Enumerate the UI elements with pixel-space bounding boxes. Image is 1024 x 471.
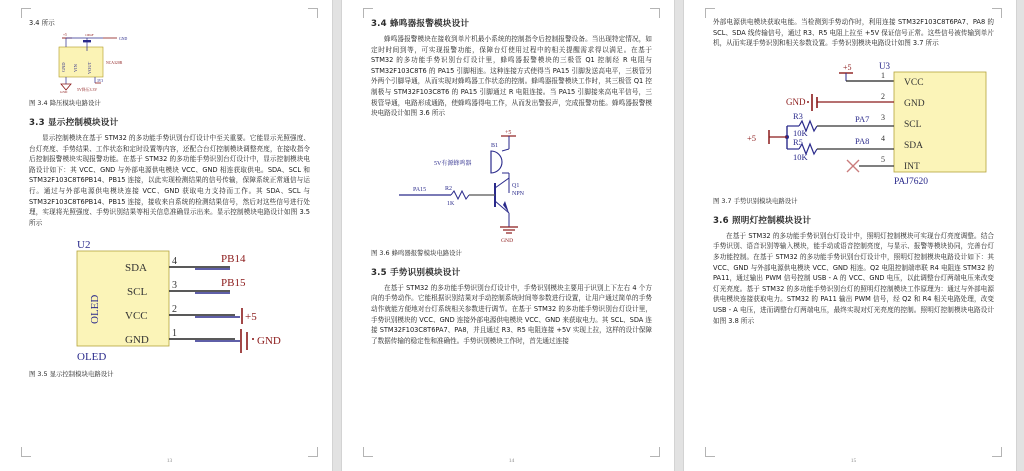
svg-text:+5: +5: [747, 132, 757, 143]
svg-text:GND: GND: [60, 90, 68, 93]
crop-mark-top-left: [363, 8, 373, 18]
section-heading-3-6: 3.6 照明灯控制模块设计: [713, 215, 812, 226]
svg-text:U3: U3: [879, 60, 890, 71]
svg-text:B1: B1: [491, 142, 499, 149]
figure-oled-display-circuit: [35, 236, 310, 364]
crop-mark-bottom-right: [308, 447, 318, 457]
section-heading-3-4: 3.4 蜂鸣器报警模块设计: [371, 19, 470, 29]
figure-buzzer-alarm-circuit: [399, 125, 652, 243]
svg-text:U2: U2: [77, 239, 91, 252]
svg-text:3V3: 3V3: [97, 79, 104, 83]
svg-text:3: 3: [172, 280, 177, 292]
svg-text:1K: 1K: [447, 200, 455, 207]
svg-text:OLED: OLED: [77, 351, 107, 364]
svg-text:2: 2: [881, 91, 885, 101]
figure-buck-converter-circuit: [43, 31, 310, 93]
document-page[interactable]: [342, 0, 674, 471]
crop-mark-bottom-left: [363, 447, 373, 457]
body-paragraph: 在基于 STM32 的多功能手势识别台灯设计中，手势识别模块主要用于识别上下左右 4 个方向的手势动作。它能根据识别结果对手动控制系统时间等参数进行设置，让用户通过简单的手势动作就能方便地对台灯系统相关参数进行调节。在基于 STM32 的多功能手势识别台灯设计里，手势识别模块的 VCC、GND 连接外部电源供电模块 VCC、GND 来获取电力。其 SCL、SDA 连接 STM32F103C8T6PA7、PA8，并且通过 R3、R5 电阻连接 +5V 实现上拉，这样的设计保障了数据传输的稳定性和准确性。手势识别模块工作时，首先通过连接: [371, 283, 652, 345]
svg-text:SDA: SDA: [125, 262, 148, 275]
svg-text:5: 5: [881, 154, 885, 164]
svg-text:VCC: VCC: [125, 310, 148, 323]
crop-mark-bottom-right: [992, 447, 1002, 457]
svg-text:VCC: VCC: [904, 77, 924, 88]
body-paragraph: 外部电源供电模块获取电能。当检测到手势动作时，利用连接 STM32F103C8T6PA7、PA8 的 SCL、SDA 线传输信号，通过 R3、R5 电阻上拉至 +5V 保证信号正常。这些信号被传输到单片机，从而实现手势识别和相关参数设置。手势识别模块电路设计如图 3.7 所示: [713, 18, 994, 48]
svg-text:PAJ7620: PAJ7620: [894, 176, 928, 187]
svg-text:PA8: PA8: [855, 135, 870, 146]
svg-text:SCL: SCL: [127, 286, 148, 299]
svg-text:VOUT: VOUT: [87, 61, 92, 74]
crop-mark-top-left: [705, 8, 715, 18]
svg-text:4: 4: [881, 133, 885, 143]
svg-text:R5: R5: [793, 136, 803, 147]
svg-text:SDA: SDA: [904, 140, 924, 151]
svg-text:R3: R3: [793, 110, 803, 121]
svg-text:4: 4: [172, 256, 177, 268]
svg-text:+5: +5: [505, 129, 512, 136]
crop-mark-bottom-right: [650, 447, 660, 457]
svg-text:+5: +5: [63, 33, 67, 37]
svg-text:5V降压3.3V: 5V降压3.3V: [77, 88, 98, 92]
body-paragraph: 在基于 STM32 的多功能手势识别台灯设计中，照明灯控制模块可实现台灯亮度调整。结合手势识别、语音识别等输入模块，能手动或语音控制亮度，与显示、报警等模块协同，完善台灯多功能控制。在基于 STM32 的多功能手势识别台灯设计中，照明灯控制模块电路设计如下：其 VCC、GND 与外部电源供电模块 VCC、GND 相连。Q2 电阻控制端串联 R4 电阻连 STM32 的 PA11，通过输出 PWM 信号控制 USB - A 的 VCC、GND 电压，以此调整台灯两端电压来改变灯光亮度。基于 STM32 的多功能手势识别台灯的照明灯控制模块工作原理为：通过与外部电源供电模块连接获取电力。STM32 的 PA11 输出 PWM 信号，经 Q2 和 R4 相关电路处理，改变 USB - A 电压，进而调整台灯两端电压，最终实现对灯光亮度的控制。照明灯控制模块电路设计如图 3.8 所示: [713, 231, 994, 325]
svg-text:Q1: Q1: [512, 182, 520, 189]
svg-text:10K: 10K: [793, 127, 808, 138]
svg-text:+5: +5: [245, 311, 257, 324]
crop-mark-top-right: [308, 8, 318, 18]
svg-text:100nF: 100nF: [85, 33, 94, 37]
body-paragraph: 蜂鸣器报警模块在接收到单片机最小系统的控制指令后控制报警设备。当出现特定情况，如定时时间到等，可实现报警功能，保障台灯使用过程中的相关提醒需求得以满足。在基于 STM32 的多功能手势识别台灯设计里，蜂鸣器报警模块的三极管 Q1 控制经 R 电阻与 STM32F103C8T6 的 PA15 引脚相连。这种连接方式使得当 PA15 引脚发送高电平，三极管另外两个引脚导通，从而实现对蜂鸣器工作状态的控制。蜂鸣器报警模块工作时，其三极管 Q1 控制极与 STM32F103C8T6 的 PA15 引脚通过 R 电阻连接。当 PA15 引脚接来高电平信号，三极管导通，电路形成通路，使蜂鸣器得电工作，从而发出警报声，完成报警功能。蜂鸣器报警模块电路设计如图 3.6 所示: [371, 35, 652, 118]
continuation-text: 3.4 所示: [29, 19, 55, 27]
svg-text:GND: GND: [125, 334, 149, 347]
svg-text:NCA320R: NCA320R: [106, 61, 123, 65]
figure-caption: 图 3.7 手势识别模块电路设计: [713, 196, 798, 205]
svg-text:R2: R2: [445, 185, 453, 192]
svg-text:GND: GND: [501, 237, 514, 243]
page-number: 14: [508, 458, 515, 464]
crop-mark-top-left: [21, 8, 31, 18]
svg-text:PB14: PB14: [221, 253, 246, 266]
svg-text:VIN: VIN: [73, 64, 78, 72]
svg-text:5V有源蜂鸣器: 5V有源蜂鸣器: [434, 160, 472, 167]
crop-mark-top-right: [992, 8, 1002, 18]
svg-text:NPN: NPN: [512, 190, 525, 197]
body-paragraph: 显示控制模块在基于 STM32 的多功能手势识别台灯设计中至关重要。它能显示光照强度、台灯亮度、手势结果、工作状态和定时设置等内容，还配合台灯控制模块调整亮度，在接收指令后控制报警模块实现报警功能。在基于 STM32 的多功能手势识别台灯设计中，显示控制模块电路设计如下：其 VCC、GND 与外部电源供电模块 VCC、GND 相连获取供电。SDA、SCL 和 STM32F103C8T6PB14、PB15 连接，以此实现检测结果的信号传输，保障系统正常通信与运行。通过与外部电源供电模块连接 VCC、GND 获取电力支持而工作。其 SDA、SCL 与 STM32F103C8T6PB14、PB15 连接，接收来自系统的检测结果信号，然后对这些信号进行处理，实现将光照强度、手势识别结果等相关信息准确显示出来。显示控制模块电路设计如图 3.5 所示: [29, 134, 310, 227]
svg-text:GND: GND: [61, 62, 66, 72]
crop-mark-bottom-left: [705, 447, 715, 457]
svg-text:GND: GND: [257, 335, 281, 348]
svg-text:OLED: OLED: [89, 295, 101, 325]
svg-text:PB15: PB15: [221, 277, 246, 290]
svg-text:GND: GND: [786, 96, 806, 107]
svg-text:3: 3: [881, 112, 885, 122]
svg-text:10K: 10K: [793, 151, 808, 162]
svg-text:PA15: PA15: [413, 186, 427, 193]
figure-caption: 图 3.6 蜂鸣器报警模块电路设计: [371, 248, 462, 257]
section-heading-3-3: 3.3 显示控制模块设计: [29, 118, 119, 128]
figure-caption: 图 3.5 显示控制模块电路设计: [29, 370, 114, 379]
svg-text:GND: GND: [904, 98, 925, 109]
document-page[interactable]: [684, 0, 1016, 471]
svg-text:INT: INT: [904, 161, 920, 172]
figure-gesture-sensor-circuit: [731, 56, 994, 191]
document-page[interactable]: [0, 0, 332, 471]
svg-text:GND: GND: [119, 37, 128, 41]
svg-text:1: 1: [172, 328, 177, 340]
section-heading-3-5: 3.5 手势识别模块设计: [371, 267, 461, 278]
crop-mark-top-right: [650, 8, 660, 18]
svg-text:+5: +5: [843, 62, 852, 72]
svg-text:2: 2: [172, 304, 177, 316]
page-number: 15: [850, 458, 857, 464]
svg-text:1: 1: [881, 70, 885, 80]
figure-caption: 图 3.4 降压模块电路设计: [29, 99, 101, 107]
page-number: 13: [166, 458, 173, 464]
svg-text:PA7: PA7: [855, 113, 870, 124]
svg-text:SCL: SCL: [904, 119, 922, 130]
crop-mark-bottom-left: [21, 447, 31, 457]
